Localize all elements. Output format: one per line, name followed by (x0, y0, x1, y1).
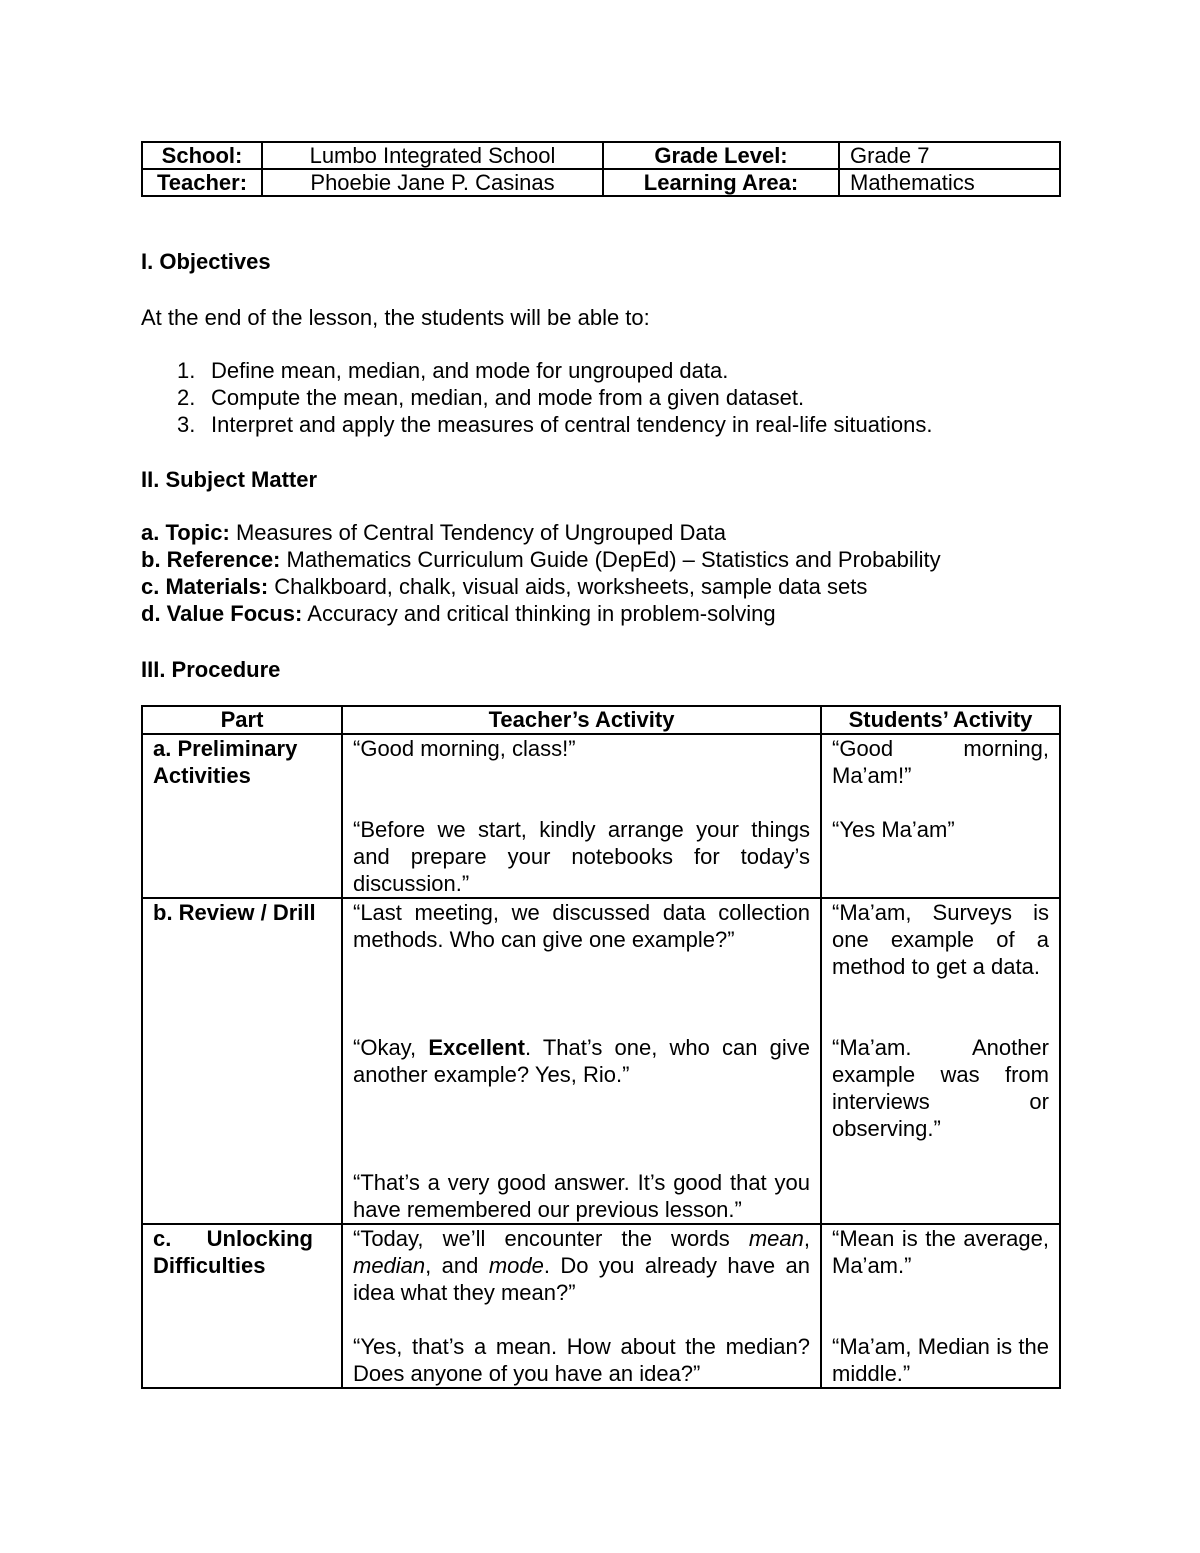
objective-number: 1. (177, 358, 196, 383)
part-preliminary: a. Preliminary Activities (142, 734, 342, 898)
column-header-students: Students’ Activity (821, 706, 1060, 734)
column-header-teacher: Teacher’s Activity (342, 706, 821, 734)
learning-area-label: Learning Area: (603, 169, 839, 196)
school-value: Lumbo Integrated School (262, 142, 603, 169)
subject-matter-list (141, 519, 941, 627)
teacher-value: Phoebie Jane P. Casinas (262, 169, 603, 196)
header-row-teacher (142, 169, 1060, 196)
teacher-emphasis: Excellent (428, 1035, 525, 1060)
students-activity-cell (821, 1224, 1060, 1388)
grade-level-value: Grade 7 (839, 142, 1060, 169)
teacher-line: “Yes, that’s a mean. How about the median? Does anyone of you have an idea?” (353, 1334, 810, 1386)
school-label: School: (142, 142, 262, 169)
teacher-text: . That’s one, who can give another example? Yes, Rio.” (353, 1035, 811, 1087)
subject-row-topic (141, 519, 941, 546)
student-line: “Yes Ma’am” (832, 817, 955, 842)
teacher-label: Teacher: (142, 169, 262, 196)
objective-text: Compute the mean, median, and mode from a given dataset. (211, 385, 805, 410)
objective-number: 2. (177, 385, 196, 410)
header-row-school (142, 142, 1060, 169)
objective-text: Interpret and apply the measures of central tendency in real-life situations. (211, 412, 933, 437)
teacher-text: . Do you already have an idea what they mean?” (353, 1253, 810, 1305)
students-activity-cell (821, 734, 1060, 898)
teacher-line: “Last meeting, we discussed data collection methods. Who can give one example?” (353, 900, 810, 952)
subject-text: Chalkboard, chalk, visual aids, worksheets, sample data sets (268, 574, 868, 599)
subject-text: Mathematics Curriculum Guide (DepEd) – Statistics and Probability (280, 547, 941, 572)
subject-row-materials (141, 573, 941, 600)
term-mode: mode (488, 1253, 544, 1278)
teacher-line: “Good morning, class!” (353, 736, 576, 761)
term-median: median (353, 1253, 426, 1278)
table-row (142, 898, 1060, 1224)
table-row (142, 734, 1060, 898)
subject-text: Accuracy and critical thinking in problem-solving (302, 601, 776, 626)
part-unlocking-difficulties (142, 1224, 342, 1388)
teacher-activity-cell (342, 734, 821, 898)
student-line: “Ma’am. Another example was from interviews or observing.” (832, 1035, 1049, 1141)
column-header-part: Part (142, 706, 342, 734)
header-info-table (141, 141, 1061, 197)
teacher-line: “Before we start, kindly arrange your things and prepare your notebooks for today’s discussion.” (353, 817, 810, 896)
student-line: “Good morning, Ma’am!” (832, 736, 1049, 788)
teacher-line (353, 1034, 810, 1169)
learning-area-value: Mathematics (839, 169, 1060, 196)
procedure-heading: III. Procedure (141, 657, 281, 682)
subject-label: d. Value Focus: (141, 601, 303, 626)
student-line: “Mean is the average, Ma’am.” (832, 1226, 1049, 1278)
objectives-list (141, 357, 933, 438)
teacher-activity-cell (342, 898, 821, 1224)
subject-row-reference (141, 546, 941, 573)
subject-label: c. Materials: (141, 574, 269, 599)
subject-text: Measures of Central Tendency of Ungrouped Data (229, 520, 726, 545)
teacher-text: “Today, we’ll encounter the words (353, 1226, 749, 1251)
subject-label: a. Topic: (141, 520, 230, 545)
student-line: “Ma’am, Surveys is one example of a method to get a data. (832, 900, 1049, 979)
teacher-line: “That’s a very good answer. It’s good that you have remembered our previous lesson.” (353, 1170, 810, 1222)
students-activity-cell (821, 898, 1060, 1224)
teacher-text: “Okay, (353, 1035, 429, 1060)
lesson-plan-page (141, 141, 1059, 1386)
grade-level-label: Grade Level: (603, 142, 839, 169)
subject-row-value-focus (141, 600, 941, 627)
list-item (141, 411, 933, 438)
table-row (142, 1224, 1060, 1388)
objectives-intro: At the end of the lesson, the students will be able to: (141, 305, 650, 330)
list-item (141, 357, 933, 384)
objectives-heading: I. Objectives (141, 249, 271, 274)
objective-text: Define mean, median, and mode for ungrouped data. (211, 358, 729, 383)
teacher-line (353, 1225, 810, 1333)
teacher-activity-cell (342, 1224, 821, 1388)
term-mean: mean (748, 1226, 804, 1251)
procedure-header-row (142, 706, 1060, 734)
part-review-drill: b. Review / Drill (142, 898, 342, 1224)
subject-matter-heading: II. Subject Matter (141, 467, 318, 492)
objective-number: 3. (177, 412, 196, 437)
part-label-text: c. Unlocking Difficulties (153, 1226, 313, 1278)
student-line: “Ma’am, Median is the middle.” (832, 1334, 1049, 1386)
teacher-text: , and (425, 1253, 489, 1278)
list-item (141, 384, 933, 411)
teacher-text: , (803, 1226, 810, 1251)
procedure-table (141, 705, 1061, 1389)
subject-label: b. Reference: (141, 547, 281, 572)
